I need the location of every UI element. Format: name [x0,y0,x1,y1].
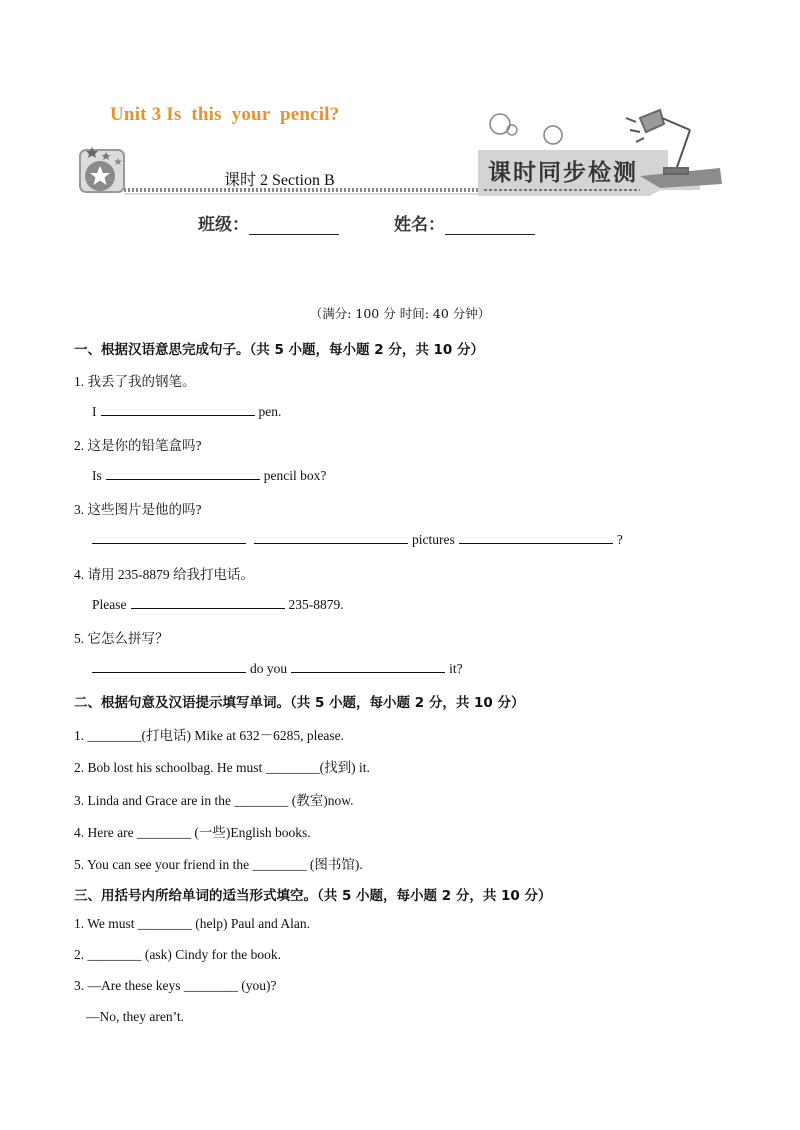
s2-item: 5. You can see your friend in the ________ (图书馆). [74,857,363,872]
s2-item: 3. Linda and Grace are in the ________ (教室)now. [74,793,354,808]
s3-item: 3. —Are these keys ________ (you)? [74,978,277,993]
s1-a5-text-end: it? [449,661,463,676]
s3-item: 1. We must ________ (help) Paul and Alan. [74,916,311,931]
s1-question-2: 2. 这是你的铅笔盒吗? [74,438,202,453]
name-field[interactable] [394,210,535,235]
answer-blank[interactable] [291,659,445,673]
s1-a3-text: pictures [412,532,455,547]
answer-blank[interactable] [459,530,613,544]
star-badge-icon [80,147,124,192]
answer-blank[interactable] [92,530,246,544]
section1-title: 一、根据汉语意思完成句子。（共 5 小题，每小题 2 分，共 10 分） [74,342,485,358]
section2-title: 二、根据句意及汉语提示填写单词。（共 5 小题，每小题 2 分，共 10 分） [74,695,525,711]
s1-a4-text-end: 235-8879. [288,597,344,612]
s1-answer-1 [92,402,281,420]
answer-blank[interactable] [106,466,260,480]
class-blank[interactable] [249,216,339,235]
answer-blank[interactable] [131,595,285,609]
s1-answer-2 [92,466,326,484]
score-time-info: （满分: 100 分 时间: 40 分钟） [309,306,491,321]
s1-question-4: 4. 请用 235-8879 给我打电话。 [74,567,254,582]
unit-title: Unit 3 Is this your pencil? [110,104,340,125]
s3-item: —No, they aren’t. [86,1009,184,1024]
s1-answer-3 [88,530,623,548]
s1-question-5: 5. 它怎么拼写？ [74,631,169,646]
name-label: 姓名： [394,215,445,235]
section3-title: 三、用括号内所给单词的适当形式填空。（共 5 小题，每小题 2 分，共 10 分） [74,888,552,904]
s3-item: 2. ________ (ask) Cindy for the book. [74,947,281,962]
name-blank[interactable] [445,216,535,235]
banner-text: 课时同步检测 [488,159,638,186]
s1-a1-text: I [92,404,97,419]
s1-answer-5 [88,659,463,677]
s2-item: 4. Here are ________ (一些)English books. [74,825,311,840]
answer-blank[interactable] [101,402,255,416]
s1-answer-4 [92,595,344,613]
s1-a4-text: Please [92,597,127,612]
answer-blank[interactable] [92,659,246,673]
bubbles-icon [490,114,562,144]
s1-a1-text-end: pen. [258,404,282,419]
s1-question-3: 3. 这些图片是他的吗? [74,502,202,517]
class-field[interactable] [198,210,339,235]
s2-item: 2. Bob lost his schoolbag. He must ________(找到) it. [74,760,370,775]
answer-blank[interactable] [254,530,408,544]
s1-a5-text: do you [250,661,288,676]
lesson-title: 课时 2 Section B [224,172,335,189]
s1-a3-text-end: ? [616,532,623,547]
s2-item: 1. ________(打电话) Mike at 632－6285, please. [74,728,344,743]
s1-a2-text-end: pencil box? [263,468,327,483]
s1-a2-text: Is [92,468,102,483]
s1-question-1: 1. 我丢了我的钢笔。 [74,374,196,389]
class-label: 班级： [198,215,249,235]
